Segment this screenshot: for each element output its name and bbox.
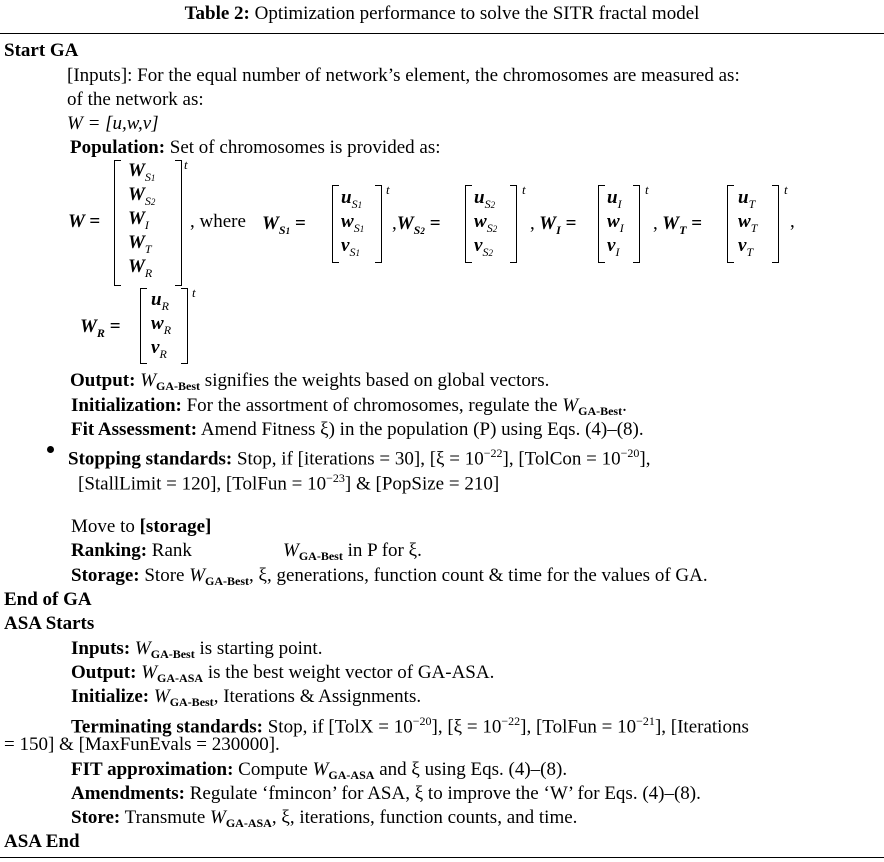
asa-term-text: Stop, if [TolX = 10 [267, 716, 413, 738]
population-label: Population: [70, 137, 166, 158]
asa-term-line2: = 150] & [MaxFunEvals = 230000]. [4, 734, 280, 755]
w-definition: W = [u,w,v] [67, 113, 159, 134]
asa-init-text: , Iterations & Assignments. [213, 686, 422, 707]
matrix-w: $W_{S1}$ $W_{S2}$ $W_I$ $W_T$ $W_R$ [114, 160, 182, 286]
eq-comma: , [790, 211, 795, 232]
asa-output-label: Output: [71, 662, 137, 683]
asa-store-label: Store: [71, 807, 121, 828]
asa-amend-label: Amendments: [71, 783, 185, 804]
ga-ranking-line [71, 539, 192, 563]
asa-inputs-text: is starting point. [199, 638, 323, 659]
ga-ranking-text: Rank [151, 540, 192, 561]
ga-output-text: signifies the weights based on global vectors. [204, 370, 550, 391]
top-rule [0, 33, 884, 34]
sub-ga-best: GA-Best [156, 379, 201, 393]
matrix-wt: $u_T$ $w_T$ $v_T$ [727, 185, 779, 263]
bottom-rule [0, 857, 884, 858]
bullet-icon [47, 446, 54, 453]
ga-move-line [71, 515, 211, 539]
asa-inputs-label: Inputs: [71, 638, 131, 659]
ga-ranking-tail: $W_{GA-Best}$ in P for ξ. [283, 540, 422, 563]
sub-ga-asa: GA-ASA [157, 671, 204, 685]
asa-init-line: Initialize: $W_{GA-Best}$, Iterations & Assignments. [71, 686, 422, 709]
ga-storage-line: Storage: Store $W_{GA-Best}$, ξ, generations, function count & time for the values of GA. [71, 565, 708, 588]
ga-init-line: Initialization: For the assortment of chromosomes, regulate the $W_{GA-Best}$. [71, 395, 627, 418]
eq-wr-lhs: $W_R$ = [80, 316, 121, 340]
ga-move-text: Move to [71, 516, 135, 537]
asa-store-line: Store: Transmute $W_{GA-ASA}$, ξ, iterations, function counts, and time. [71, 807, 578, 830]
eq-ws2-lhs: $,W_{S2}$ = [392, 213, 441, 237]
matrix-wr: $u_R$ $w_R$ $v_R$ [140, 288, 188, 364]
asa-fit-label: FIT approximation: [71, 759, 234, 780]
ga-fit-text: Amend Fitness ξ) in the population (P) using Eqs. (4)–(8). [200, 419, 644, 440]
asa-amend-line [71, 782, 701, 806]
asa-fit-line: FIT approximation: Compute $W_{GA-ASA}$ and ξ using Eqs. (4)–(8). [71, 759, 568, 782]
matrix-ws1: $u_{S1}$ $w_{S1}$ $v_{S1}$ [332, 185, 382, 263]
asa-end-heading: ASA End [4, 831, 80, 852]
ga-init-text: For the assortment of chromosomes, regulate the [186, 395, 558, 416]
ga-inputs-line2: of the network as: [67, 89, 204, 110]
ga-stop-line: Stopping standards: Stop, if [iterations = 30], $[\xi = 10^{-22}]$, [TolCon = $10^{-20}$], [68, 446, 651, 470]
ga-init-label: Initialization: [71, 395, 182, 416]
matrix-wi: $u_I$ $w_I$ $v_I$ [598, 185, 640, 263]
asa-amend-text: Regulate ‘fmincon’ for ASA, ξ to improve the ‘W’ for Eqs. (4)–(8). [189, 783, 701, 804]
population-text: Set of chromosomes is provided as: [169, 137, 441, 158]
ga-stop-text: Stop, if [iterations = 30], [ξ = 10 [236, 448, 484, 470]
matrix-ws2: $u_{S2}$ $w_{S2}$ $v_{S2}$ [465, 185, 517, 263]
eq-wt-lhs: , $W_T$ = [653, 213, 702, 237]
ga-storage-label: Storage: [71, 565, 140, 586]
table-label: Table 2: [184, 3, 250, 24]
ga-fit-line [71, 418, 644, 442]
ga-fit-label: Fit Assessment: [71, 419, 198, 440]
eq-wi-lhs: , $W_I$ = [530, 213, 577, 237]
where-text: , where [190, 211, 246, 232]
table-caption [0, 2, 884, 26]
eq-w-lhs: W = [68, 211, 101, 232]
ga-output-label: Output: [70, 370, 136, 391]
ga-stop-label: Stopping standards: [68, 448, 233, 470]
eq-ws1-lhs: $W_{S1}$ = [262, 213, 306, 237]
table-caption-text: Optimization performance to solve the SITR fractal model [254, 3, 700, 24]
asa-output-text: is the best weight vector of GA-ASA. [207, 662, 495, 683]
asa-inputs-line: Inputs: $W_{GA-Best}$ is starting point. [71, 638, 323, 661]
asa-term-line: Terminating standards: Stop, if [TolX = $10^{-20}$], $[\xi = 10^{-22}]$, [TolFun = $10^{-21}$], [Iterations [71, 714, 749, 738]
ga-end-heading: End of GA [4, 589, 92, 610]
ga-stop-line2: [StallLimit = 120], [TolFun = $10^{-23}$] & [PopSize = 210] [78, 471, 500, 495]
ga-move-bold: [storage] [139, 516, 212, 537]
asa-init-label: Initialize: [71, 686, 150, 707]
asa-term-label: Terminating standards: [71, 716, 263, 738]
ga-start-heading: Start GA [4, 40, 79, 61]
asa-output-line: Output: $W_{GA-ASA}$ is the best weight vector of GA-ASA. [71, 662, 495, 685]
ga-inputs-line1: [Inputs]: For the equal number of network’s element, the chromosomes are measured as: [67, 65, 740, 86]
asa-start-heading: ASA Starts [4, 613, 95, 634]
population-line [70, 136, 441, 160]
ga-output-line: Output: $W_{GA-Best}$ signifies the weights based on global vectors. [70, 370, 550, 393]
ga-ranking-label: Ranking: [71, 540, 148, 561]
